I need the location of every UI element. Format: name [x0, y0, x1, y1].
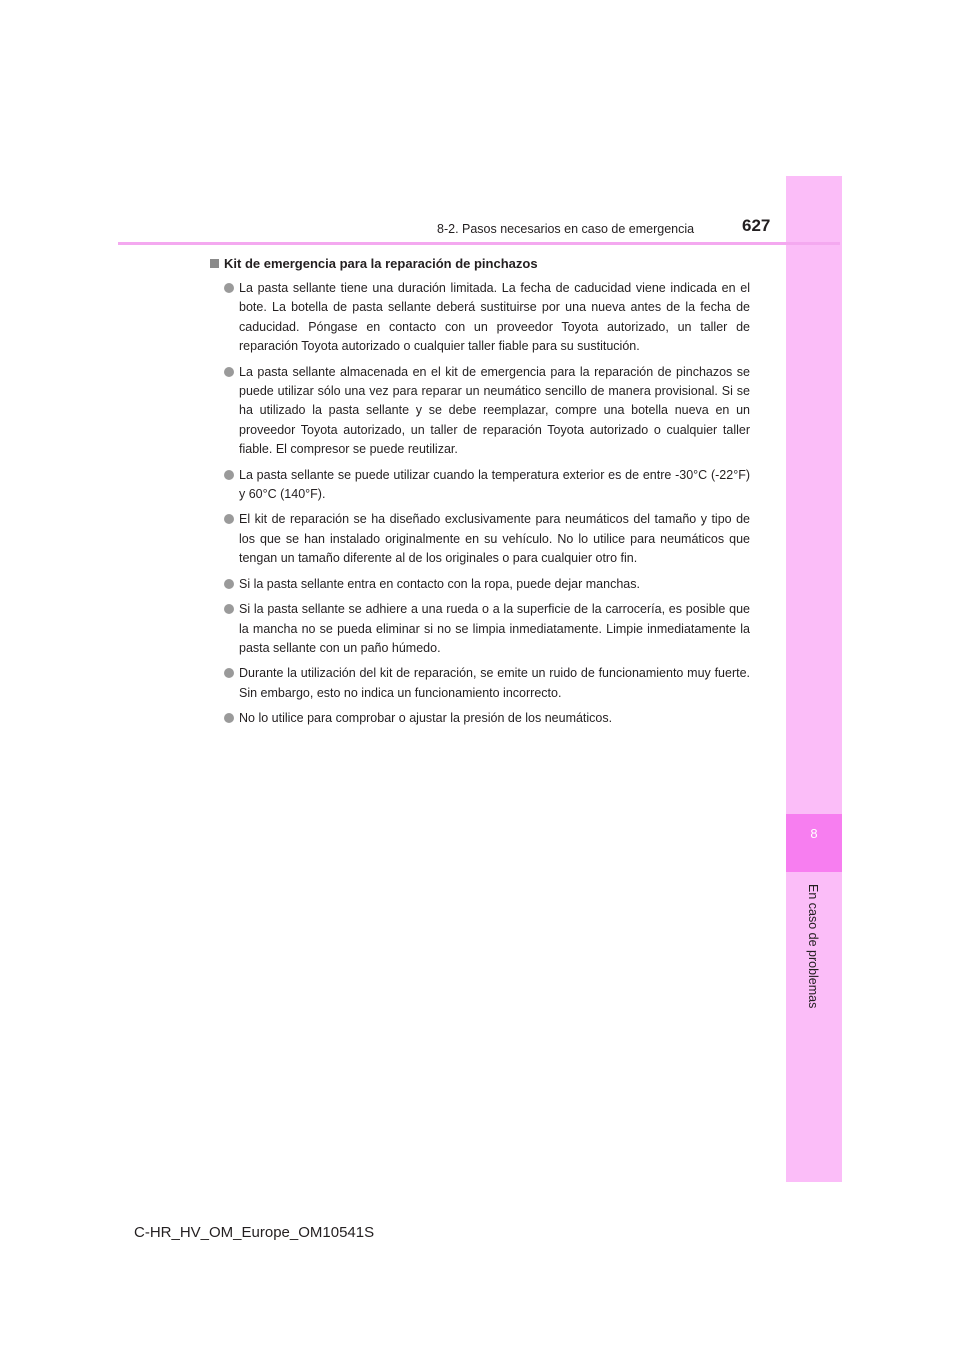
page-content: [210, 250, 750, 735]
round-bullet-icon: [224, 283, 234, 293]
list-item: [210, 466, 750, 505]
section-heading-text: Kit de emergencia para la reparación de pinchazos: [224, 256, 538, 271]
page-number: 627: [742, 216, 771, 235]
list-item: [210, 363, 750, 460]
list-item: [210, 709, 750, 728]
list-item: [210, 510, 750, 568]
list-item: [210, 664, 750, 703]
document-code: C-HR_HV_OM_Europe_OM10541S: [134, 1224, 375, 1241]
list-item: [210, 279, 750, 357]
list-item-text: Durante la utilización del kit de reparación, se emite un ruido de funcionamiento muy fuerte. Sin embargo, esto no indica un funcionamiento incorrecto.: [239, 666, 750, 700]
header-section-title: 8-2. Pasos necesarios en caso de emergencia: [437, 222, 695, 236]
list-item-text: Si la pasta sellante entra en contacto con la ropa, puede dejar manchas.: [239, 576, 640, 591]
section-heading: [210, 254, 750, 273]
chapter-title: En caso de problemas: [806, 884, 820, 1009]
round-bullet-icon: [224, 470, 234, 480]
round-bullet-icon: [224, 713, 234, 723]
round-bullet-icon: [224, 604, 234, 614]
list-item-text: El kit de reparación se ha diseñado exclusivamente para neumáticos del tamaño y tipo de los que se han instalado originalmente en su vehículo. No lo utilice para neumáticos que tengan un tamaño diferente al de los originales o para cualquier otro fin.: [239, 512, 750, 566]
chapter-number: 8: [810, 826, 818, 841]
round-bullet-icon: [224, 579, 234, 589]
list-item: [210, 575, 750, 594]
list-item-text: La pasta sellante almacenada en el kit de emergencia para la reparación de pinchazos se puede utilizar sólo una vez para reparar un neumático sencillo de manera provisional. Si se ha utilizado la pasta sellante y se debe reemplazar, compre una botella nueva en un proveedor Toyota autorizado, un taller de reparación Toyota autorizado o cualquier taller fiable. El compresor se puede reutilizar.: [239, 364, 750, 457]
round-bullet-icon: [224, 668, 234, 678]
chapter-tab: [786, 814, 842, 872]
list-item: [210, 600, 750, 658]
list-item-text: La pasta sellante tiene una duración limitada. La fecha de caducidad viene indicada en el bote. La botella de pasta sellante deberá sustituirse por una nueva antes de la fecha de caducidad. Póngase en contacto con un proveedor Toyota autorizado, un taller de reparación Toyota autorizado o cualquier taller fiable para su sustitución.: [239, 281, 750, 354]
side-band: [786, 176, 842, 1182]
list-item-text: Si la pasta sellante se adhiere a una rueda o a la superficie de la carrocería, es posible que la mancha no se pueda eliminar si no se limpia inmediatamente. Limpie inmediatamente la pasta sellante con un paño húmedo.: [239, 602, 750, 655]
round-bullet-icon: [224, 514, 234, 524]
round-bullet-icon: [224, 367, 234, 377]
square-bullet-icon: [210, 259, 219, 268]
header-rule: [118, 242, 840, 245]
list-item-text: La pasta sellante se puede utilizar cuando la temperatura exterior es de entre -30°C (-22°F) y 60°C (140°F).: [239, 467, 750, 502]
list-item-text: No lo utilice para comprobar o ajustar la presión de los neumáticos.: [239, 711, 613, 726]
